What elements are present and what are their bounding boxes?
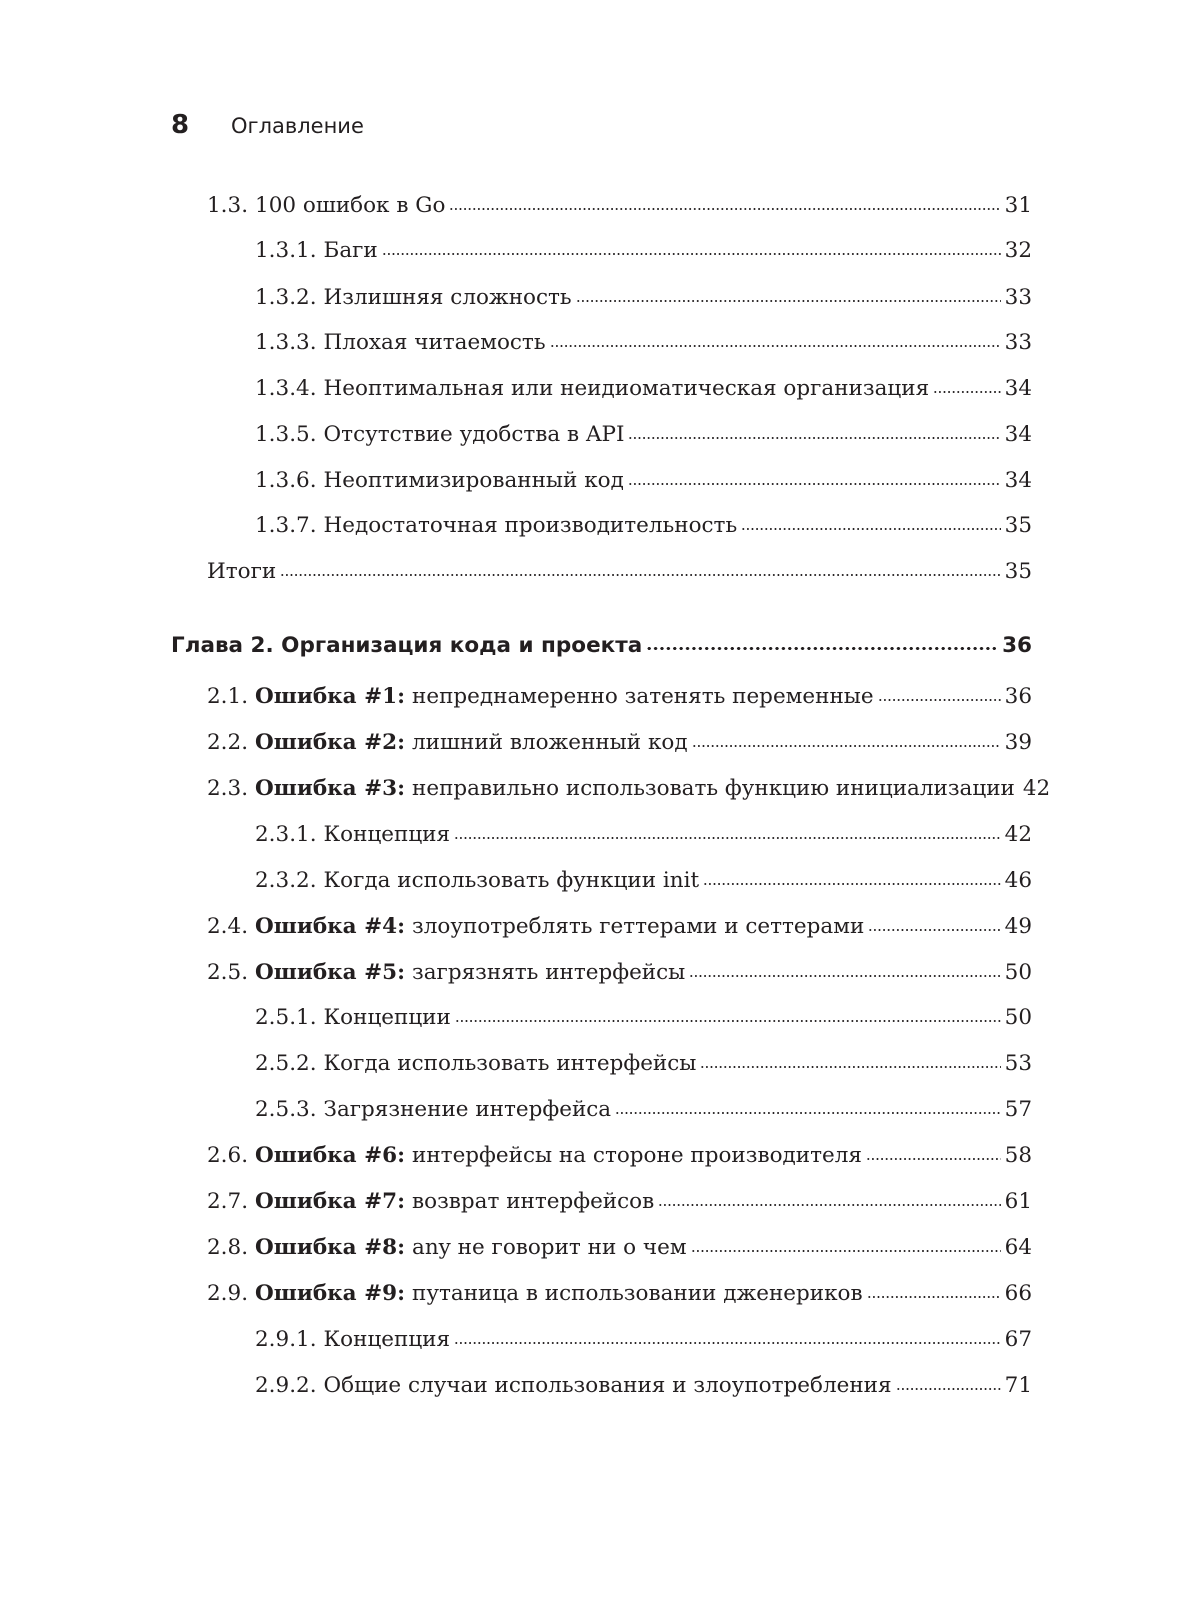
toc-entry[interactable] <box>255 420 1032 450</box>
mistake-label: Ошибка #6: <box>255 1143 406 1168</box>
entry-page: 35 <box>1004 559 1032 584</box>
entry-page: 35 <box>1004 513 1032 538</box>
entry-number: 2.5. <box>207 960 249 985</box>
dot-leader <box>576 298 1001 304</box>
dot-leader <box>867 1294 1001 1300</box>
dot-leader <box>628 435 1000 441</box>
toc-entry[interactable] <box>255 820 1032 850</box>
entry-number: 1.3. <box>207 193 249 218</box>
entry-title: Излишняя сложность <box>323 285 572 310</box>
entry-number: 2.3.2. <box>255 868 317 893</box>
entry-number: 2.7. <box>207 1189 249 1214</box>
entry-page: 42 <box>1004 822 1032 847</box>
entry-title: Концепция <box>323 1327 451 1352</box>
toc-entry[interactable] <box>207 191 1032 221</box>
mistake-label: Ошибка #2: <box>255 730 406 755</box>
page-number: 8 <box>171 110 190 140</box>
toc-entry[interactable] <box>255 1095 1032 1125</box>
entry-page: 34 <box>1004 468 1032 493</box>
entry-title: Общие случаи использования и злоупотребления <box>323 1373 892 1398</box>
running-title: Оглавление <box>231 114 364 138</box>
dot-leader <box>741 526 1000 532</box>
dot-leader <box>628 481 1001 487</box>
toc-entry[interactable] <box>255 1325 1032 1355</box>
toc-entry[interactable] <box>207 728 1032 758</box>
entry-page: 50 <box>1004 1005 1032 1030</box>
entry-number: 1.3.2. <box>255 285 317 310</box>
entry-title: 100 ошибок в Go <box>255 193 446 218</box>
entry-title: загрязнять интерфейсы <box>412 960 686 985</box>
dot-leader <box>691 1248 1001 1254</box>
entry-title: Итоги <box>207 559 277 584</box>
entry-title: Баги <box>323 238 378 263</box>
entry-page: 39 <box>1004 730 1032 755</box>
toc-entry[interactable] <box>255 374 1032 404</box>
dot-leader <box>615 1110 1001 1116</box>
entry-title: Неоптимизированный код <box>323 468 624 493</box>
entry-page: 33 <box>1004 330 1032 355</box>
toc-entry[interactable] <box>207 774 1051 804</box>
entry-page: 31 <box>1004 193 1032 218</box>
entry-page: 61 <box>1004 1189 1032 1214</box>
dot-leader <box>700 1064 1000 1070</box>
entry-page: 46 <box>1004 868 1032 893</box>
dot-leader <box>449 206 1000 212</box>
entry-title: Отсутствие удобства в API <box>323 422 625 447</box>
toc-entry[interactable] <box>255 236 1032 266</box>
entry-number: 2.9.1. <box>255 1327 317 1352</box>
toc-entry[interactable] <box>207 1187 1032 1217</box>
dot-leader <box>646 645 998 652</box>
entry-page: 57 <box>1004 1097 1032 1122</box>
mistake-label: Ошибка #7: <box>255 1189 406 1214</box>
entry-page: 36 <box>1004 684 1032 709</box>
entry-title: any не говорит ни о чем <box>412 1235 687 1260</box>
entry-number: 1.3.3. <box>255 330 317 355</box>
toc-entry[interactable] <box>255 466 1032 496</box>
entry-number: 2.5.3. <box>255 1097 317 1122</box>
entry-number: 2.8. <box>207 1235 249 1260</box>
entry-number: 1.3.7. <box>255 513 317 538</box>
toc-entry[interactable] <box>207 958 1032 988</box>
dot-leader <box>280 572 1000 578</box>
entry-number: 1.3.6. <box>255 468 317 493</box>
entry-title: неправильно использовать функцию инициализации <box>412 776 1015 801</box>
dot-leader <box>689 973 1000 979</box>
entry-page: 58 <box>1004 1143 1032 1168</box>
entry-page: 49 <box>1004 914 1032 939</box>
dot-leader <box>550 343 1001 349</box>
entry-number: 2.3. <box>207 776 249 801</box>
dot-leader <box>658 1202 1000 1208</box>
entry-title: Недостаточная производительность <box>323 513 738 538</box>
entry-title: Плохая читаемость <box>323 330 546 355</box>
dot-leader <box>454 835 1001 841</box>
toc-entry[interactable] <box>255 866 1032 896</box>
entry-page: 34 <box>1004 376 1032 401</box>
entry-number: 2.3.1. <box>255 822 317 847</box>
entry-title: Концепции <box>323 1005 451 1030</box>
entry-title: лишний вложенный код <box>412 730 688 755</box>
entry-page: 53 <box>1004 1051 1032 1076</box>
toc-entry[interactable] <box>207 1279 1032 1309</box>
entry-title: возврат интерфейсов <box>412 1189 655 1214</box>
dot-leader <box>455 1018 1001 1024</box>
entry-page: 64 <box>1004 1235 1032 1260</box>
entry-title: путаница в использовании дженериков <box>412 1281 863 1306</box>
entry-title: непреднамеренно затенять переменные <box>412 684 874 709</box>
toc-entry[interactable] <box>255 1049 1032 1079</box>
dot-leader <box>454 1340 1001 1346</box>
entry-number: 2.6. <box>207 1143 249 1168</box>
page-header <box>171 110 364 140</box>
entry-page: 66 <box>1004 1281 1032 1306</box>
entry-title: Когда использовать функции init <box>323 868 700 893</box>
mistake-label: Ошибка #3: <box>255 776 406 801</box>
entry-number: 1.3.4. <box>255 376 317 401</box>
entry-page: 50 <box>1004 960 1032 985</box>
entry-page: 42 <box>1022 776 1051 801</box>
entry-page: 33 <box>1004 285 1032 310</box>
dot-leader <box>896 1386 1001 1392</box>
entry-page: 34 <box>1004 422 1032 447</box>
toc-entry[interactable] <box>207 1233 1032 1263</box>
entry-page: 32 <box>1004 238 1032 263</box>
toc-entry[interactable] <box>255 328 1032 358</box>
dot-leader <box>866 1156 1001 1162</box>
dot-leader <box>878 697 1001 703</box>
entry-number: 2.9. <box>207 1281 249 1306</box>
entry-title: Концепция <box>323 822 451 847</box>
toc-entry[interactable] <box>255 1371 1032 1401</box>
mistake-label: Ошибка #4: <box>255 914 406 939</box>
entry-page: 36 <box>1002 633 1032 658</box>
toc-entry[interactable] <box>207 1141 1032 1171</box>
entry-number: 2.5.1. <box>255 1005 317 1030</box>
chapter-title: Глава 2. Организация кода и проекта <box>171 633 643 658</box>
entry-title: Загрязнение интерфейса <box>323 1097 612 1122</box>
entry-page: 71 <box>1004 1373 1032 1398</box>
dot-leader <box>382 251 1001 257</box>
entry-number: 2.1. <box>207 684 249 709</box>
entry-title: Неоптимальная или неидиоматическая организация <box>323 376 930 401</box>
entry-title: интерфейсы на стороне производителя <box>412 1143 862 1168</box>
entry-number: 2.5.2. <box>255 1051 317 1076</box>
mistake-label: Ошибка #8: <box>255 1235 406 1260</box>
entry-page: 67 <box>1004 1327 1032 1352</box>
toc-entry[interactable] <box>207 682 1032 712</box>
entry-number: 2.4. <box>207 914 249 939</box>
toc-entry[interactable] <box>207 557 1032 587</box>
toc-entry[interactable] <box>207 912 1032 942</box>
entry-title: Когда использовать интерфейсы <box>323 1051 697 1076</box>
entry-number: 2.9.2. <box>255 1373 317 1398</box>
toc-entry[interactable] <box>255 511 1032 541</box>
mistake-label: Ошибка #1: <box>255 684 406 709</box>
mistake-label: Ошибка #5: <box>255 960 406 985</box>
dot-leader <box>868 927 1000 933</box>
toc-chapter-heading[interactable] <box>171 631 1032 661</box>
dot-leader <box>703 881 1001 887</box>
toc-entry[interactable] <box>255 283 1032 313</box>
toc-entry[interactable] <box>255 1003 1032 1033</box>
entry-title: злоупотреблять геттерами и сеттерами <box>412 914 865 939</box>
entry-number: 2.2. <box>207 730 249 755</box>
dot-leader <box>692 743 1001 749</box>
mistake-label: Ошибка #9: <box>255 1281 406 1306</box>
dot-leader <box>933 389 1001 395</box>
entry-number: 1.3.5. <box>255 422 317 447</box>
entry-number: 1.3.1. <box>255 238 317 263</box>
